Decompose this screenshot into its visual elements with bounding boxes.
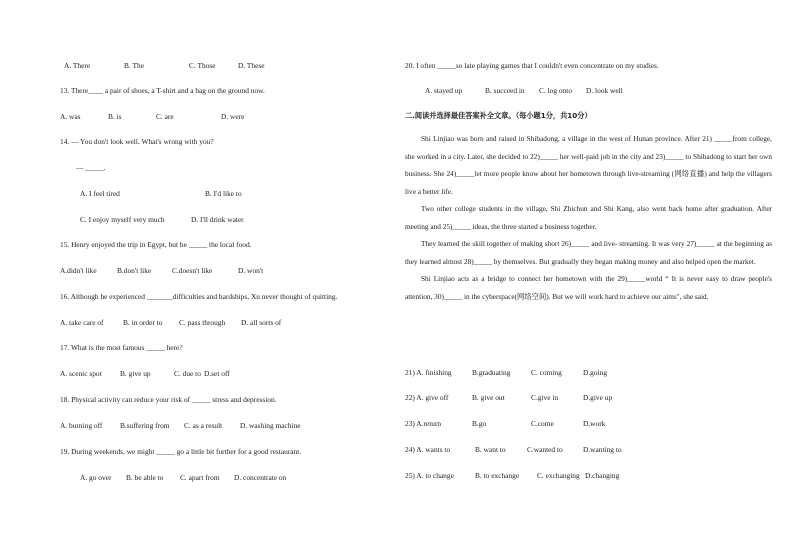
q13-option-d: D. were <box>221 112 245 121</box>
q15-stem: 15. Henry enjoyed the trip in Egypt, but he _____ the local food. <box>60 240 252 249</box>
q25-option-c: C. exchanging <box>537 471 580 480</box>
q12-option-d: D. These <box>238 61 265 70</box>
q13-stem: 13. There____ a pair of shoes, a T-shirt and a bag on the ground now. <box>60 86 265 95</box>
q13-option-c: C. are <box>156 112 174 121</box>
q17-option-d: D.set off <box>204 369 230 378</box>
q25-option-d: D.changing <box>585 471 620 480</box>
q22-option-c: C.give in <box>531 393 559 402</box>
q20-option-b: B. succeed in <box>485 86 525 95</box>
q17-option-a: A. scenic spot <box>60 369 102 378</box>
q14-option-a: A. I feel tired <box>80 189 120 198</box>
q20-option-a: A. stayed up <box>425 86 463 95</box>
q25-option-a: 25) A. to change <box>405 471 454 480</box>
q17-option-c: C. due to <box>174 369 201 378</box>
q23-option-a: 23) A.return <box>405 419 442 428</box>
passage-paragraph-3: They learned the skill together of making short 26)_____ and live- streaming. It was very 27)_____ at the beginning as they learned almost 28)_____ by themselves. But gradually they began making money and also helped open the market. <box>405 239 772 266</box>
q14-stem: 14. — You don't look well. What's wrong with you? <box>60 137 214 146</box>
q25-option-b: B. to exchange <box>475 471 520 480</box>
q22-option-b: B. give out <box>472 393 505 402</box>
q23-option-c: C.come <box>531 419 554 428</box>
q21-option-a: 21) A. finishing <box>405 368 452 377</box>
q16-option-c: C. pass through <box>179 318 226 327</box>
passage-paragraph-4: Shi Linjiao acts as a bridge to connect her hometown with the 29)_____world “ It is never easy to draw people's attention, 30)_____ in the cyberspace(网络空间). But we will work hard to achieve our aims", she said. <box>405 274 772 301</box>
q23-option-d: D.work <box>583 419 606 428</box>
q18-option-d: D. washing machine <box>240 421 301 430</box>
q12-option-b: B. The <box>124 61 144 70</box>
q19-option-a: A. go over <box>80 473 112 482</box>
q20-stem: 20. I often _____so late playing games that I couldn't even concentrate on my studies. <box>405 61 659 70</box>
q14-option-b: B. I'd like to <box>205 189 242 198</box>
q14-reply: — _____. <box>76 163 106 172</box>
q24-option-c: C.wanted to <box>527 445 563 454</box>
q16-option-a: A. take care of <box>60 318 104 327</box>
q20-option-c: C. log onto <box>539 86 573 95</box>
reading-passage <box>405 130 772 305</box>
q18-option-c: C. as a result <box>184 421 223 430</box>
q21-option-b: B.graduating <box>472 368 511 377</box>
q21-option-c: C. coming <box>531 368 562 377</box>
passage-paragraph-2: Two other college students in the village, Shi Zhichun and Shi Kang, also went back home after graduation. After meeting and 25)_____ ideas, the three started a business together. <box>405 204 772 231</box>
q22-option-d: D.give up <box>583 393 613 402</box>
q18-option-a: A. burning off <box>60 421 103 430</box>
q16-option-d: D. all sorts of <box>241 318 282 327</box>
q19-stem: 19. During weekends, we might _____ go a little bit further for a good restaurant. <box>60 447 302 456</box>
q22-option-a: 22) A. give off <box>405 393 449 402</box>
q24-option-b: B. want to <box>475 445 506 454</box>
q15-option-b: B.don't like <box>117 266 152 275</box>
q24-option-d: D.wanting to <box>583 445 622 454</box>
q12-option-a: A. There <box>64 61 91 70</box>
q15-option-c: C.doesn't like <box>172 266 213 275</box>
q19-option-c: C. apart from <box>180 473 220 482</box>
q23-option-b: B.go <box>472 419 487 428</box>
section-heading: 二.阅读并选择最佳答案补全文章。（每小题1分，共10分） <box>405 111 592 120</box>
q24-option-a: 24) A. wants to <box>405 445 451 454</box>
q21-option-d: D.going <box>583 368 608 377</box>
q18-option-b: B.suffering from <box>120 421 170 430</box>
q12-option-c: C. Those <box>189 61 216 70</box>
q18-stem: 18. Physical activity can reduce your risk of _____ stress and depression. <box>60 395 277 404</box>
q13-option-b: B. is <box>108 112 122 121</box>
q20-option-d: D. look well <box>586 86 623 95</box>
q19-option-b: B. be able to <box>126 473 164 482</box>
q16-option-b: B. in order to <box>123 318 163 327</box>
q15-option-d: D. won't <box>238 266 264 275</box>
q17-option-b: B. give up <box>120 369 151 378</box>
q13-option-a: A. was <box>60 112 81 121</box>
q19-option-d: D. concentrate on <box>234 473 287 482</box>
q14-option-d: D. I'll drink water <box>191 215 244 224</box>
q16-stem: 16. Although he experienced _______difficulties and hardships, Xu never thought of quitting. <box>60 292 338 301</box>
q17-stem: 17. What is the most famous _____ here? <box>60 343 183 352</box>
q15-option-a: A.didn't like <box>60 266 97 275</box>
passage-paragraph-1: Shi Linjiao was born and raised in Shibadong, a village in the west of Hunan province. After 21) _____from college, she worked in a city. Later, she decided to 22)_____ her well-paid job in the city and 23)_____ to Shibadong to start her own business. She 24)_____let more people know about her hometown through live-streaming (网络直播) and help the villagers live a better life. <box>405 134 772 196</box>
q14-option-c: C. I enjoy myself very much <box>80 215 165 224</box>
